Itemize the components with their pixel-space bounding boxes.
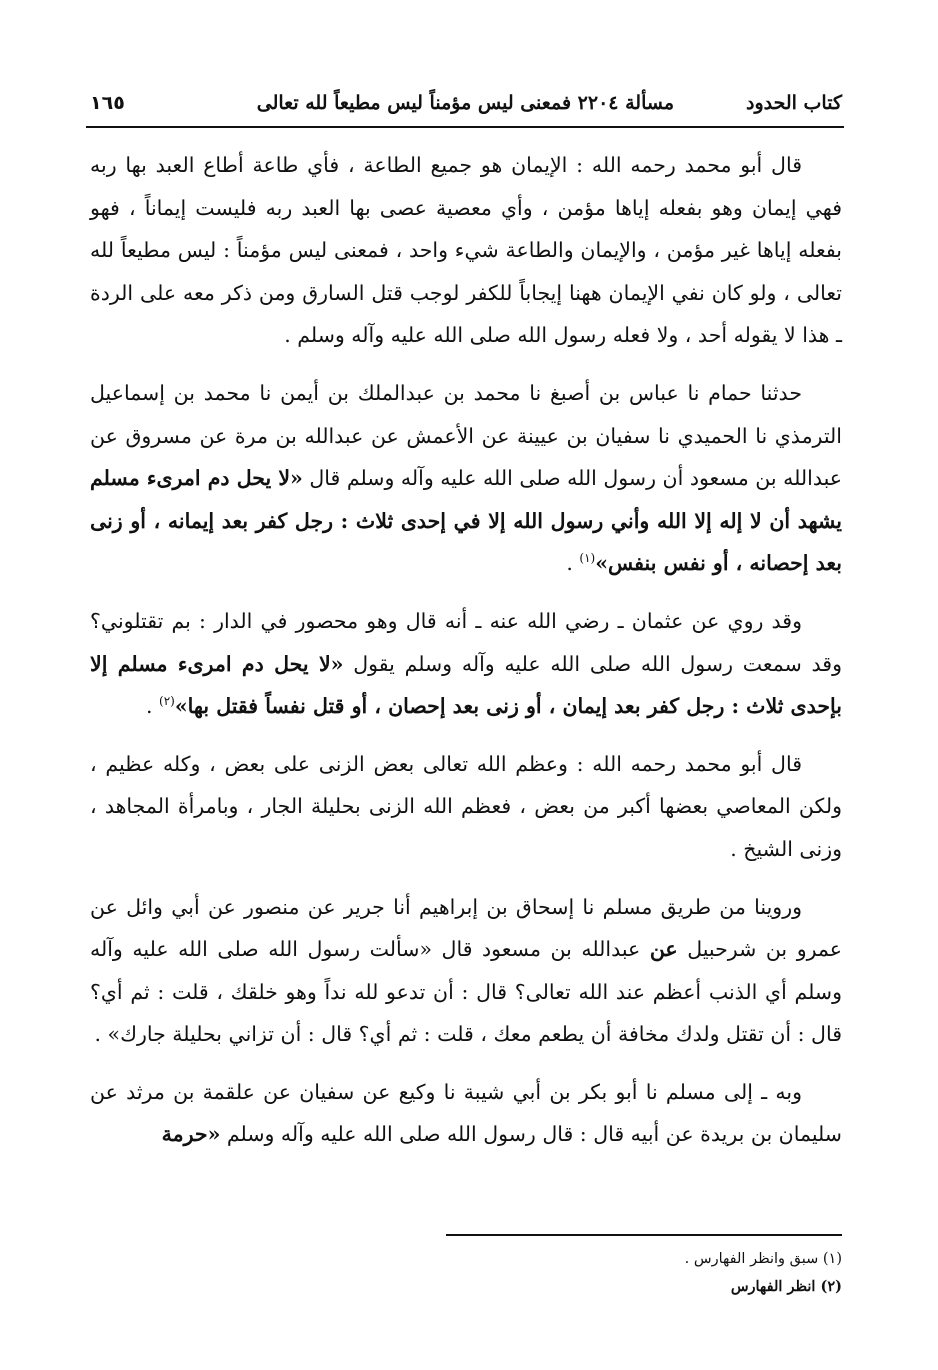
running-header (90, 86, 842, 126)
paragraph-text: . (566, 551, 580, 576)
hadith-quote: «لا يحل دم امرىء مسلم إلا بإحدى ثلاث : رجل كفر بعد إيمان ، أو زنى بعد إحصان ، أو قتل نفساً فقتل بها» (90, 651, 842, 719)
page-number: ١٦٥ (90, 92, 125, 114)
paragraph-text: . (145, 694, 160, 719)
paragraph-text: وبه ـ إلى مسلم نا أبو بكر بن أبي شيبة نا وكيع عن سفيان عن علقمة بن مرثد عن سليمان بن بريدة عن أبيه قال : قال رسول الله صلى الله عليه وآله وسلم (90, 1079, 842, 1147)
footnote: (٢) انظر الفهارس (730, 1278, 842, 1295)
footnote: (١) سبق وانظر الفهارس . (684, 1251, 842, 1267)
hadith-quote: «حرمة (161, 1122, 221, 1147)
book-title: كتاب الحدود (745, 92, 842, 114)
paragraph-text: قال أبو محمد رحمه الله : وعظم الله تعالى بعض الزنى على بعض ، وكله عظيم ، ولكن المعاصي بعضها أكبر من بعض ، فعظم الله الزنى بحليلة الجار ، وبامرأة المجاهد ، وزنى الشيخ . (90, 751, 842, 861)
body-text (90, 144, 842, 1171)
footnote-ref: (٢) (159, 694, 175, 709)
issue-title: مسألة ٢٢٠٤ فمعنى ليس مؤمناً ليس مطيعاً لله تعالى (256, 92, 674, 114)
paragraph (90, 743, 842, 871)
paragraph-text: حدثنا حمام نا عباس بن أصبغ نا محمد بن عبدالملك بن أيمن نا محمد بن إسماعيل الترمذي نا الحميدي نا سفيان بن عيينة عن الأعمش عن عبدالله بن مرة عن مسروق عن عبدالله بن مسعود أن رسول الله صلى الله عليه وآله وسلم قال (90, 380, 842, 491)
footnote-rule (446, 1234, 842, 1236)
paragraph (90, 372, 842, 585)
paragraph-text: عبدالله بن مسعود قال «سألت رسول الله صلى الله عليه وآله وسلم أي الذنب أعظم عند الله تعالى؟ قال : أن تدعو لله نداً وهو خلقك ، قلت : ثم أي؟ قال : أن تقتل ولدك مخافة أن يطعم معك ، قلت : ثم أي؟ قال : أن تزاني بحليلة جارك» . (90, 937, 842, 1047)
footnote-ref: (١) (579, 551, 596, 566)
paragraph (90, 886, 842, 1056)
paragraph (90, 600, 842, 728)
paragraph-text: وروينا من طريق مسلم نا إسحاق بن إبراهيم أنا جرير عن منصور عن أبي وائل عن عمرو بن شرحبيل (90, 894, 842, 962)
paragraph-text: وقد روي عن عثمان ـ رضي الله عنه ـ أنه قال وهو محصور في الدار : بم تقتلوني؟ وقد سمعت رسول الله صلى الله عليه وآله وسلم يقول (90, 608, 843, 676)
footnotes (242, 1246, 842, 1300)
hadith-quote: عن (649, 937, 678, 962)
header-rule (86, 126, 844, 128)
paragraph (90, 1071, 842, 1156)
hadith-quote: «لا يحل دم امرىء مسلم يشهد أن لا إله إلا الله وأني رسول الله إلا في إحدى ثلاث : رجل كفر بعد إيمانه ، أو زنى بعد إحصانه ، أو نفس بنفس» (90, 466, 842, 576)
paragraph (90, 144, 842, 357)
paragraph-text: قال أبو محمد رحمه الله : الإيمان هو جميع الطاعة ، فأي طاعة أطاع العبد بها ربه فهي إيمان وهو بفعله إياها مؤمن ، وأي معصية عصى بها العبد ربه فليست إيماناً ، فهو بفعله إياها غير مؤمن ، والإيمان والطاعة شيء واحد ، فمعنى ليس مؤمناً : ليس مطيعاً لله تعالى ، ولو كان نفي الإيمان ههنا إيجاباً للكفر لوجب قتل السارق ومن ذكر معه على الردة ـ هذا لا يقوله أحد ، ولا فعله رسول الله صلى الله عليه وآله وسلم . (90, 153, 842, 348)
